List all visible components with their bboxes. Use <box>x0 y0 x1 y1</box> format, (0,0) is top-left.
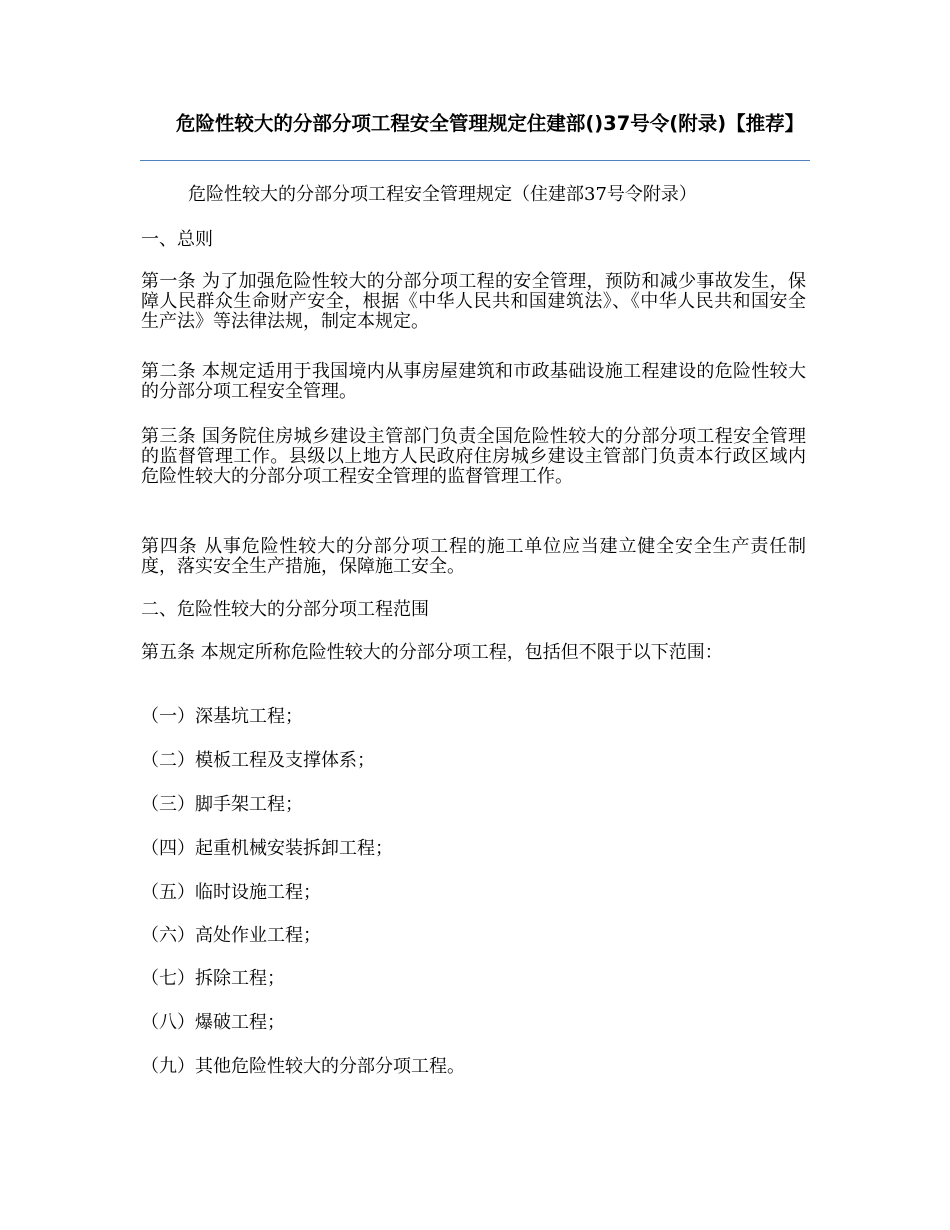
article-paragraph: 第一条 为了加强危险性较大的分部分项工程的安全管理，预防和减少事故发生，保障人民群众生命财产安全，根据《中华人民共和国建筑法》、《中华人民共和国安全生产法》等法律法规，制定本规定。 <box>141 271 806 332</box>
title-divider <box>140 160 810 161</box>
article-paragraph: 第二条 本规定适用于我国境内从事房屋建筑和市政基础设施工程建设的危险性较大的分部分项工程安全管理。 <box>141 361 806 402</box>
article-paragraph: 第三条 国务院住房城乡建设主管部门负责全国危险性较大的分部分项工程安全管理的监督管理工作。县级以上地方人民政府住房城乡建设主管部门负责本行政区域内危险性较大的分部分项工程安全管理的监督管理工作。 <box>141 426 806 487</box>
list-item: （一）深基坑工程； <box>141 706 303 727</box>
list-item: （六）高处作业工程； <box>141 925 321 946</box>
list-item: （八）爆破工程； <box>141 1012 285 1033</box>
document-subtitle: 危险性较大的分部分项工程安全管理规定（住建部37号令附录） <box>188 184 697 205</box>
section-heading: 一、总则 <box>141 229 213 250</box>
list-item: （三）脚手架工程； <box>141 794 303 815</box>
article-paragraph: 第四条 从事危险性较大的分部分项工程的施工单位应当建立健全安全生产责任制度，落实安全生产措施，保障施工安全。 <box>141 536 806 577</box>
list-item: （四）起重机械安装拆卸工程； <box>141 838 393 859</box>
document-title: 危险性较大的分部分项工程安全管理规定住建部()37号令(附录)【推荐】 <box>175 112 805 135</box>
list-item: （九）其他危险性较大的分部分项工程。 <box>141 1056 465 1077</box>
article-paragraph: 第五条 本规定所称危险性较大的分部分项工程，包括但不限于以下范围： <box>141 642 723 663</box>
list-item: （五）临时设施工程； <box>141 882 321 903</box>
section-heading: 二、危险性较大的分部分项工程范围 <box>141 599 429 620</box>
list-item: （七）拆除工程； <box>141 968 285 989</box>
list-item: （二）模板工程及支撑体系； <box>141 750 375 771</box>
